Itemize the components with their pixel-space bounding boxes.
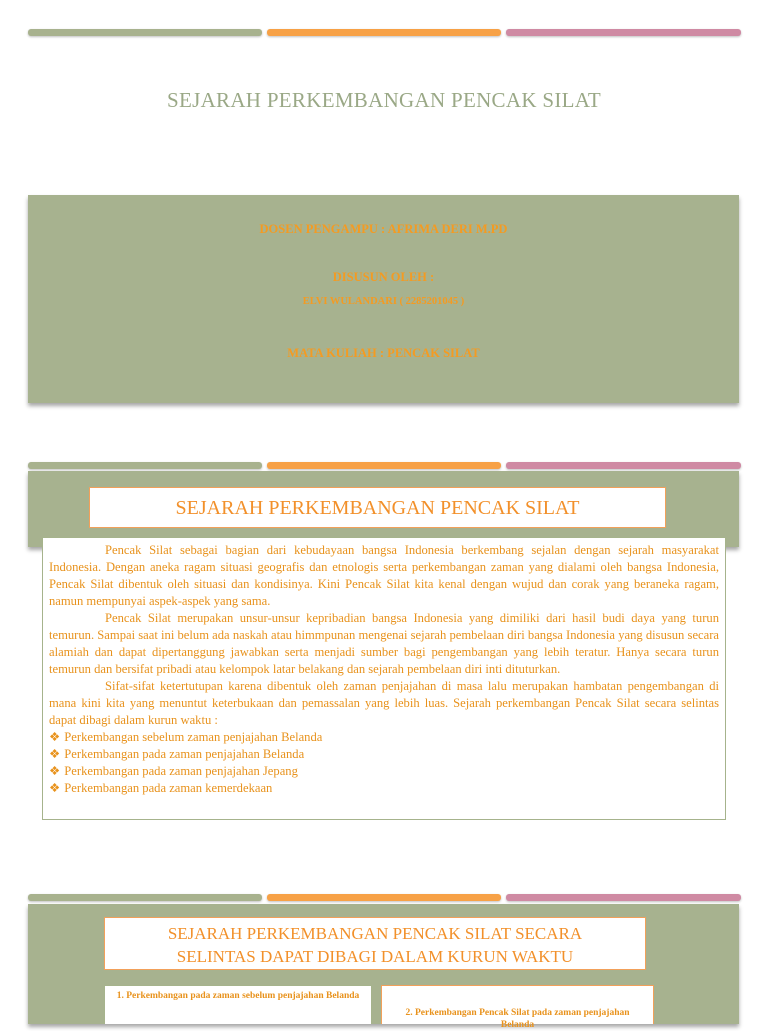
bar-orange bbox=[267, 894, 501, 901]
slide3-title bbox=[104, 917, 646, 970]
slide3-title-line2: SELINTAS DAPAT DIBAGI DALAM KURUN WAKTU bbox=[176, 947, 574, 966]
bar-pink bbox=[506, 894, 741, 901]
period-box-1 bbox=[104, 985, 372, 1024]
decorative-top-bars bbox=[28, 29, 741, 36]
paragraph-2: Pencak Silat merupakan unsur-unsur kepribadian bangsa Indonesia yang dimiliki dari hasil budi daya yang turun temurun. Sampai saat ini belum ada naskah atau himmpunan mengenai sejarah pembelaan diri bangsa Indonesia yang disusun secara alamiah dan dapat dipertanggung jawabkan serta menjadi sumber bagi pengembangan yang lebih teratur. Hanya secara turun temurun dan bersifat pribadi atau kelompok latar belakang dan sejarah pembelaan diri inti dituturkan. bbox=[49, 611, 719, 676]
bar-olive bbox=[28, 894, 262, 901]
period-box-2 bbox=[381, 985, 654, 1030]
bar-pink bbox=[506, 462, 741, 469]
diamond-bullet-icon: ❖ bbox=[49, 764, 61, 778]
author-label: ELVI WULANDARI ( 2285201045 ) bbox=[302, 296, 465, 307]
paragraph-3: Sifat-sifat ketertutupan karena dibentuk oleh zaman penjajahan di masa lalu merupakan hambatan pengembangan di mana kini kita yang menuntut keterbukaan dan pemassalan yang lebih luas. Sejarah perkembangan Pencak Silat secara selintas dapat dibagi dalam kurun waktu : bbox=[49, 679, 719, 727]
slide1-title: SEJARAH PERKEMBANGAN PENCAK SILAT bbox=[166, 88, 602, 112]
period-box-2-heading: 2. Perkembangan Pencak Silat pada zaman penjajahan Belanda bbox=[405, 1008, 630, 1030]
list-item: ❖ Perkembangan sebelum zaman penjajahan Belanda bbox=[49, 730, 323, 744]
bar-orange bbox=[267, 462, 501, 469]
bar-pink bbox=[506, 29, 741, 36]
bar-olive bbox=[28, 29, 262, 36]
paragraph-1: Pencak Silat sebagai bagian dari kebudayaan bangsa Indonesia berkembang sejalan dengan sejarah masyarakat Indonesia. Dengan aneka ragam situasi geografis dan etnologis serta perkembangan zaman yang dialami oleh bangsa Indonesia, Pencak Silat dibentuk oleh situasi dan kondisinya. Kini Pencak Silat kita kenal dengan wujud dan corak yang beraneka ragam, namun mempunyai aspek-aspek yang sama. bbox=[49, 543, 719, 608]
list-item: ❖ Perkembangan pada zaman penjajahan Jepang bbox=[49, 764, 298, 778]
bar-orange bbox=[267, 29, 501, 36]
diamond-bullet-icon: ❖ bbox=[49, 730, 61, 744]
period-box-1-heading: 1. Perkembangan pada zaman sebelum penjajahan Belanda bbox=[116, 991, 360, 1001]
list-item: ❖ Perkembangan pada zaman kemerdekaan bbox=[49, 781, 273, 795]
slide2-text-box bbox=[42, 537, 726, 820]
period-list bbox=[49, 729, 719, 797]
decorative-bars-slide3 bbox=[28, 894, 741, 901]
decorative-bars-slide2 bbox=[28, 462, 741, 469]
diamond-bullet-icon: ❖ bbox=[49, 747, 61, 761]
diamond-bullet-icon: ❖ bbox=[49, 781, 61, 795]
slide3-title-line1: SEJARAH PERKEMBANGAN PENCAK SILAT SECARA bbox=[167, 924, 583, 943]
list-item: ❖ Perkembangan pada zaman penjajahan Belanda bbox=[49, 747, 305, 761]
disusun-label: DISUSUN OLEH : bbox=[332, 270, 435, 284]
slide2-title: SEJARAH PERKEMBANGAN PENCAK SILAT bbox=[89, 487, 666, 528]
matakuliah-label: MATA KULIAH : PENCAK SILAT bbox=[287, 346, 480, 360]
slide1-info-panel bbox=[28, 195, 739, 403]
dosen-label: DOSEN PENGAMPU : AFRIMA DERI M.PD bbox=[259, 222, 508, 236]
bar-olive bbox=[28, 462, 262, 469]
